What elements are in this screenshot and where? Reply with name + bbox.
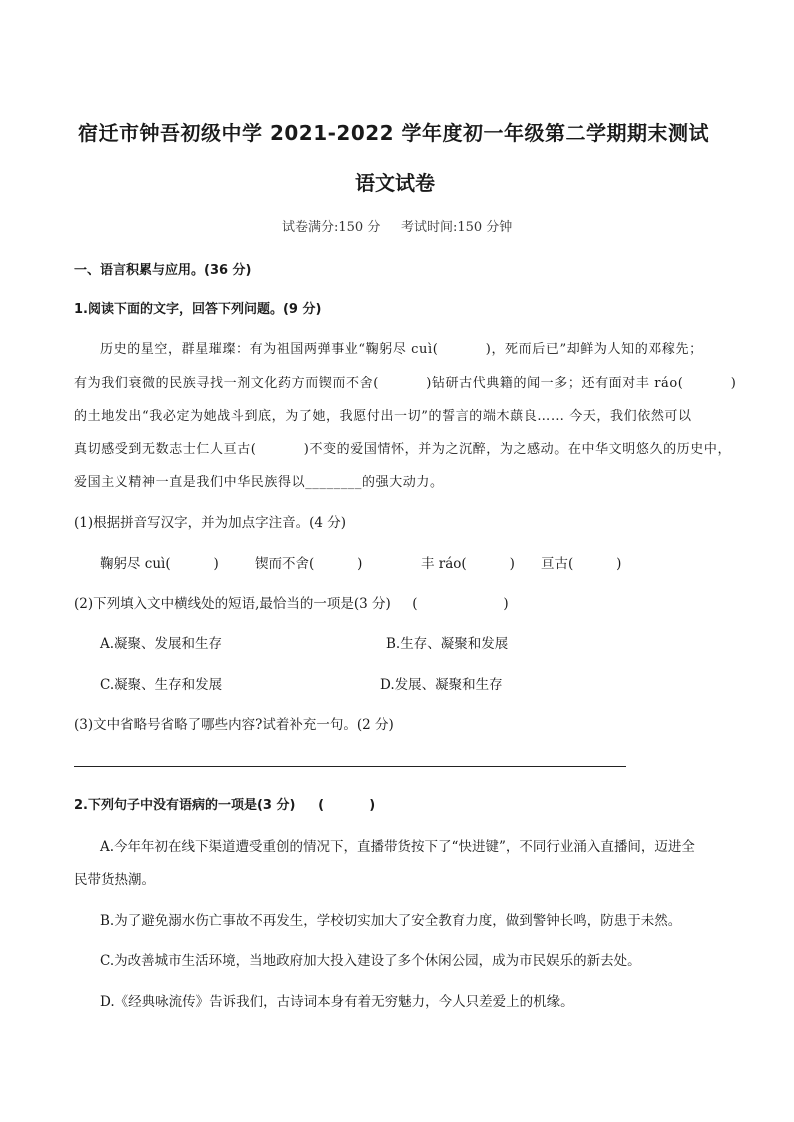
answer-line[interactable] bbox=[74, 766, 626, 767]
passage-line: 的土地发出“我必定为她战斗到底，为了她，我愿付出一切”的誓言的端木蕻良…… 今天，我们依然可以 bbox=[74, 409, 692, 424]
passage-line: 历史的星空，群星璀璨：有为祖国两弹事业“鞠躬尽 cuì( )，死而后已”却鲜为人知的邓稼先； bbox=[100, 342, 703, 357]
q2-option-c: C.为改善城市生活环境，当地政府加大投入建设了多个休闲公园，成为市民娱乐的新去处。 bbox=[100, 953, 641, 969]
passage-line: 有为我们衰微的民族寻找一剂文化药方而锲而不舍( )钻研古代典籍的闻一多；还有面对丰 ráo( ) bbox=[74, 376, 737, 391]
pinyin-item: 丰 ráo( ) bbox=[421, 556, 515, 572]
sub-question-3-prompt: (3)文中省略号省略了哪些内容?试着补充一句。(2 分) bbox=[74, 717, 394, 733]
exam-subtitle: 语文试卷 bbox=[355, 171, 435, 195]
exam-meta: 试卷满分:150 分 考试时间:150 分钟 bbox=[282, 220, 513, 235]
question-2-heading: 2.下列句子中没有语病的一项是(3 分) ( ) bbox=[74, 798, 376, 813]
question-1-heading: 1.阅读下面的文字，回答下列问题。(9 分) bbox=[74, 302, 322, 317]
option-c: C.凝聚、生存和发展 bbox=[100, 677, 223, 693]
q2-option-d: D.《经典咏流传》告诉我们，古诗词本身有着无穷魅力，今人只差爱上的机缘。 bbox=[100, 994, 574, 1010]
pinyin-item: 鞠躬尽 cuì( ) bbox=[100, 556, 219, 572]
q2-option-a-line1: A.今年年初在线下渠道遭受重创的情况下，直播带货按下了“快进键”，不同行业涌入直播间，迈进全 bbox=[100, 839, 695, 855]
q2-option-a-line2: 民带货热潮。 bbox=[74, 872, 155, 888]
option-b: B.生存、凝聚和发展 bbox=[386, 636, 509, 652]
passage-line: 爱国主义精神一直是我们中华民族得以________的强大动力。 bbox=[74, 475, 444, 490]
option-a: A.凝聚、发展和生存 bbox=[100, 636, 223, 652]
section-heading: 一、语言积累与应用。(36 分) bbox=[74, 263, 252, 278]
pinyin-item: 亘古( ) bbox=[541, 556, 622, 572]
option-d: D.发展、凝聚和生存 bbox=[380, 677, 503, 693]
q2-option-b: B.为了避免溺水伤亡事故不再发生，学校切实加大了安全教育力度，做到警钟长鸣，防患于未然。 bbox=[100, 913, 682, 929]
exam-title: 宿迁市钟吾初级中学 2021-2022 学年度初一年级第二学期期末测试 bbox=[78, 121, 710, 145]
pinyin-item: 锲而不舍( ) bbox=[255, 556, 363, 572]
sub-question-2-prompt: (2)下列填入文中横线处的短语,最恰当的一项是(3 分) ( ) bbox=[74, 596, 509, 612]
sub-question-1-prompt: (1)根据拼音写汉字，并为加点字注音。(4 分) bbox=[74, 515, 347, 531]
passage-line: 真切感受到无数志士仁人亘古( )不变的爱国情怀，并为之沉醉，为之感动。在中华文明悠久的历史中， bbox=[74, 442, 732, 457]
